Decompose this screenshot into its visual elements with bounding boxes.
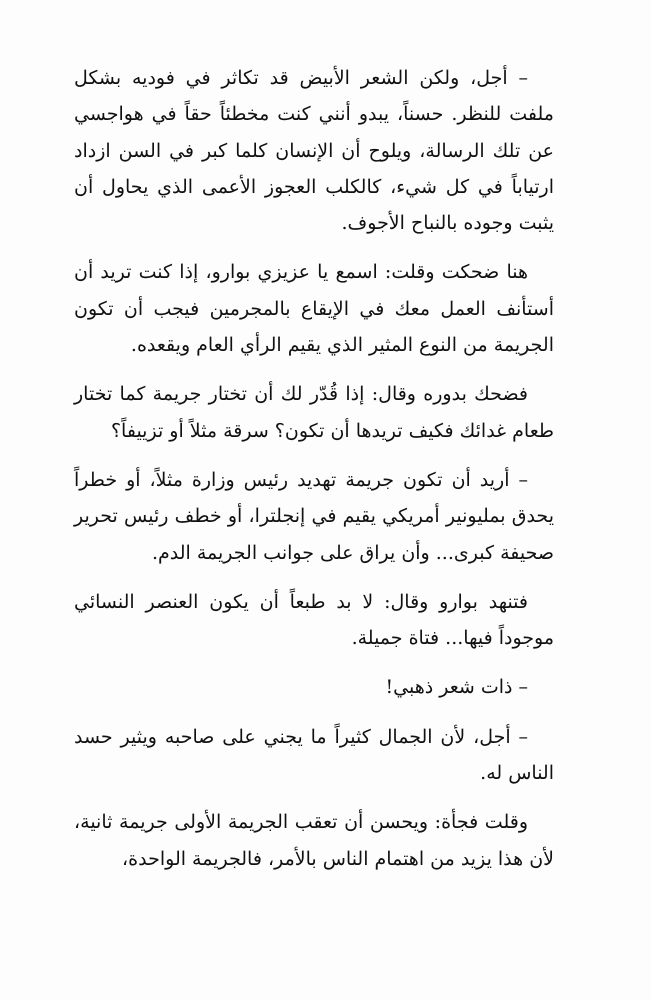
paragraph: – أجل، ولكن الشعر الأبيض قد تكاثر في فوديه بشكل ملفت للنظر. حسناً، يبدو أنني كنت مخطئاً حقاً في هواجسي عن تلك الرسالة، ويلوح أن الإنسان كلما كبر في السن ازداد ارتياباً في كل شيء، كالكلب العجوز الأعمى الذي يحاول أن يثبت وجوده بالنباح الأجوف.	[74, 67, 554, 235]
paragraph: فتنهد بوارو وقال: لا بد طبعاً أن يكون العنصر النسائي موجوداً فيها... فتاة جميلة.	[74, 590, 554, 650]
paragraph: – أريد أن تكون جريمة تهديد رئيس وزارة مثلاً، أو خطراً يحدق بمليونير أمريكي يقيم في إنجلترا، أو خطف رئيس تحرير صحيفة كبرى... وأن يراق على جوانب الجريمة الدم.	[74, 468, 554, 564]
paragraph: وقلت فجأة: ويحسن أن تعقب الجريمة الأولى جريمة ثانية، لأن هذا يزيد من اهتمام الناس بالأمر، فالجريمة الواحدة،	[74, 811, 554, 870]
paragraph: – أجل، لأن الجمال كثيراً ما يجني على صاحبه ويثير حسد الناس له.	[74, 725, 554, 785]
paragraph: هنا ضحكت وقلت: اسمع يا عزيزي بوارو، إذا كنت تريد أن أستأنف العمل معك في الإيقاع بالمجرمين فيجب أن تكون الجريمة من النوع المثير الذي يقيم الرأي العام ويقعده.	[74, 261, 554, 357]
text-column	[74, 60, 554, 890]
paragraph: – ذات شعر ذهبي!	[385, 676, 528, 699]
paragraph: فضحك بدوره وقال: إذا قُدّر لك أن تختار جريمة كما تختار طعام غدائك فكيف تريدها أن تكون؟ سرقة مثلاً أو تزييفاً؟	[74, 383, 554, 442]
